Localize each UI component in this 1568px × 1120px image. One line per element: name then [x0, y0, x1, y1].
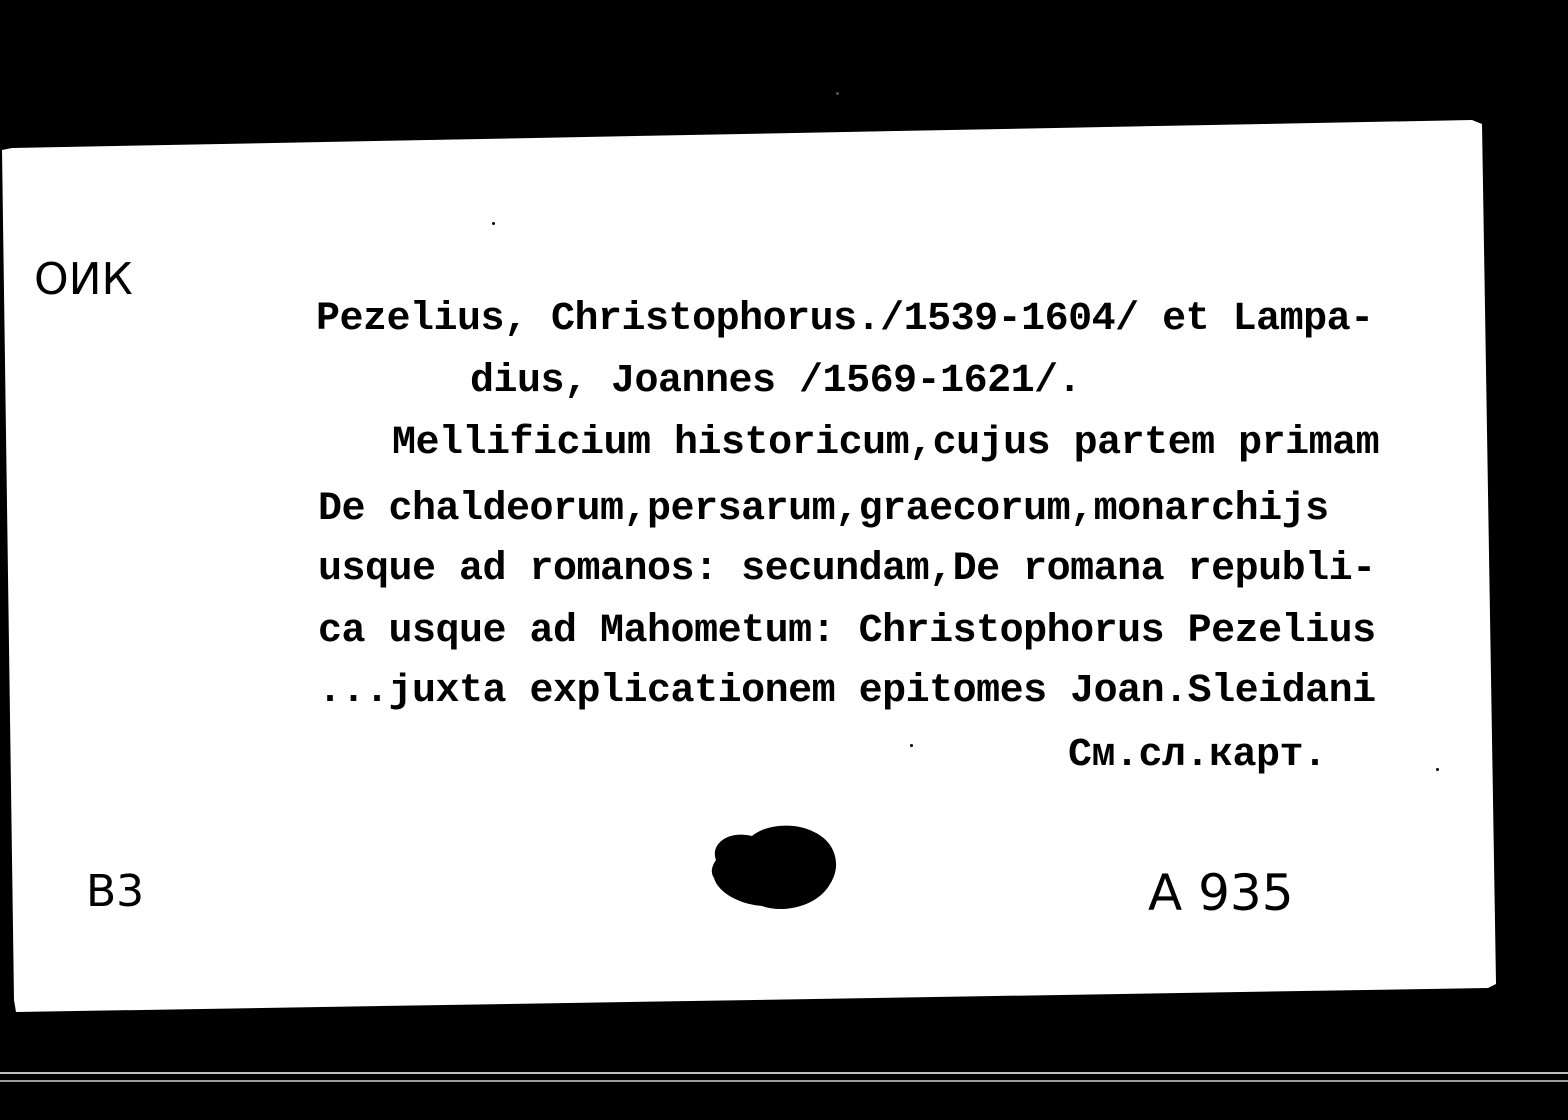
typed-line-1: Pezelius, Christophorus./1539-1604/ et Lampa- — [316, 297, 1374, 342]
typed-line-6: ca usque ad Mahometum: Christophorus Pezelius — [318, 609, 1376, 654]
ink-blot — [708, 822, 840, 912]
dust-speck — [836, 92, 839, 95]
film-edge-line — [0, 1080, 1568, 1082]
cross-reference-note: См.сл.карт. — [1068, 733, 1327, 778]
typed-line-2: dius, Joannes /1569-1621/. — [470, 359, 1082, 404]
handwritten-collection-mark: ОИК — [34, 254, 133, 305]
typed-line-7: ...juxta explicationem epitomes Joan.Sleidani — [318, 669, 1376, 714]
typed-line-4: De chaldeorum,persarum,graecorum,monarchijs — [318, 487, 1329, 532]
handwritten-call-number: А 935 — [1148, 864, 1294, 922]
dust-speck — [910, 744, 913, 747]
handwritten-shelf-mark: В3 — [86, 866, 145, 917]
dust-speck — [492, 222, 495, 225]
typed-line-3: Mellificium historicum,cujus partem primam — [392, 421, 1380, 466]
typed-line-5: usque ad romanos: secundam,De romana republi- — [318, 547, 1376, 592]
dust-speck — [1436, 768, 1439, 771]
film-edge-line — [0, 1072, 1568, 1074]
